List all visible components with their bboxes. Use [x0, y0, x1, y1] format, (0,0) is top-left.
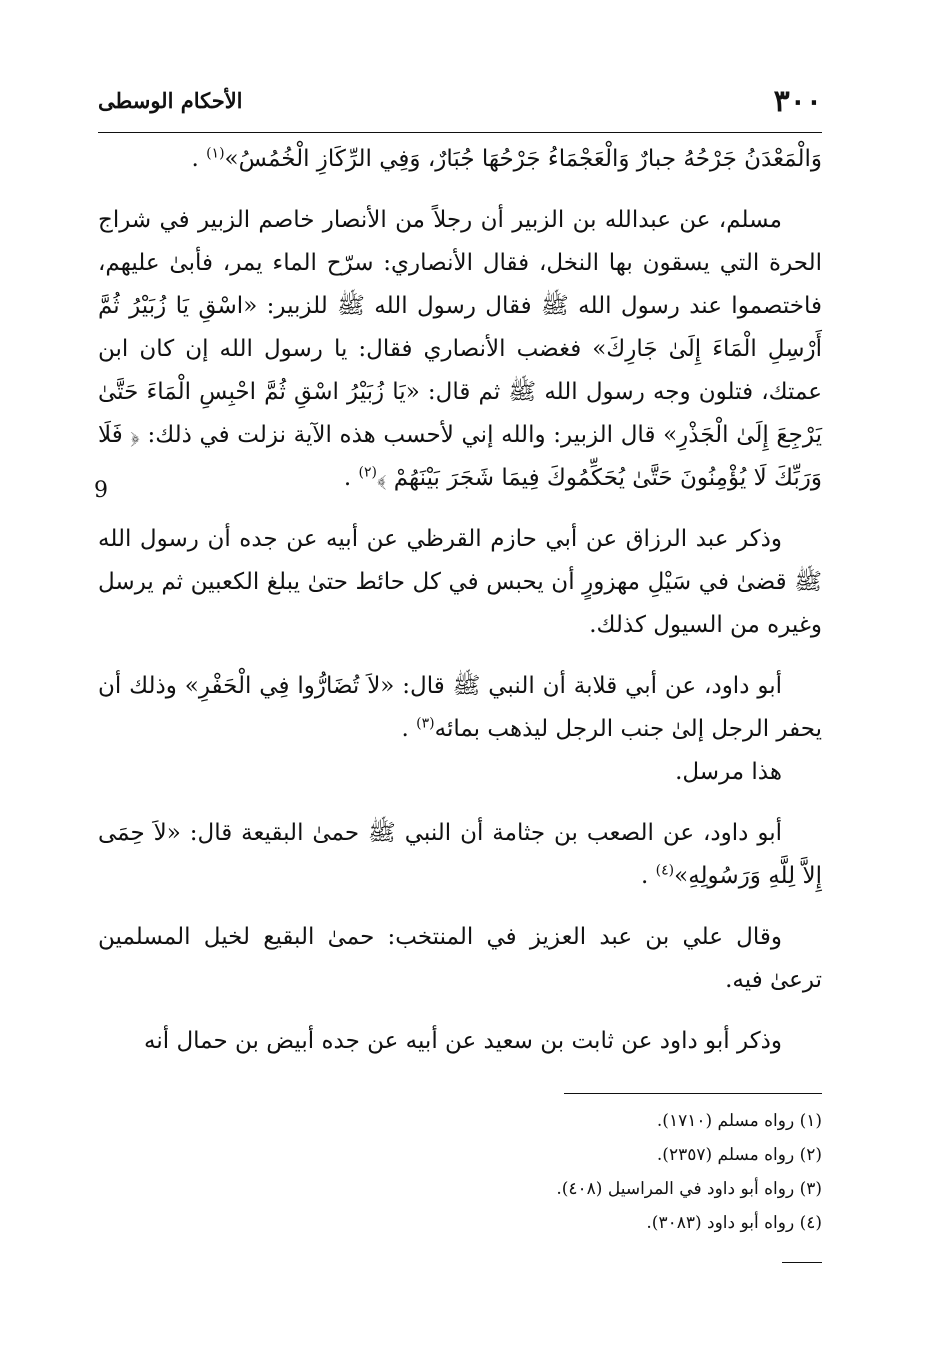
paragraph [98, 665, 822, 751]
footnote-ref: (٣) [416, 715, 435, 732]
paragraph-text: وذكر أبو داود عن ثابت بن سعيد عن أبيه عن جده أبيض بن حمال أنه [144, 1028, 782, 1054]
margin-mark: 9 [94, 478, 108, 503]
footnotes [400, 1104, 822, 1240]
footnote-ref: (٢) [358, 464, 377, 481]
running-title: الأحكام الوسطى [98, 88, 243, 113]
paragraph-text: وذكر عبد الرزاق عن أبي حازم القرظي عن أبيه عن جده أن رسول الله ﷺ قضىٰ في سَيْلِ مهزورٍ أن يحبس في كل حائط حتىٰ يبلغ الكعبين ثم يرسل وغيره من السيول كذلك. [98, 526, 822, 638]
paragraph-text: أبو داود، عن أبي قلابة أن النبي ﷺ قال: «لاَ تُضَارُّوا فِي الْحَفْرِ» وذلك أن يحفر الرجل إلىٰ جنب الرجل ليذهب بمائه [98, 673, 822, 742]
paragraph [98, 751, 822, 794]
page-number: ٣٠٠ [773, 84, 822, 119]
paragraph-end: . [401, 716, 409, 742]
paragraph-end: . [343, 465, 352, 491]
page-header [98, 82, 822, 130]
paragraph-end: . [641, 863, 649, 889]
paragraph [98, 1020, 822, 1063]
paragraph-text: هذا مرسل. [675, 759, 782, 785]
paragraph-text: وقال علي بن عبد العزيز في المنتخب: حمىٰ البقيع لخيل المسلمين ترعىٰ فيه. [98, 924, 822, 993]
paragraph [98, 916, 822, 1002]
bottom-rule [782, 1262, 822, 1263]
footnote: (٣) رواه أبو داود في المراسيل (٤٠٨). [556, 1179, 822, 1199]
paragraph [98, 199, 822, 500]
footnote: (٤) رواه أبو داود (٣٠٨٣). [646, 1213, 822, 1233]
main-text [98, 138, 822, 1063]
footnote: (٢) رواه مسلم (٢٣٥٧). [656, 1145, 822, 1165]
paragraph [98, 518, 822, 647]
footnote-ref: (٤) [655, 862, 675, 879]
paragraph [98, 138, 822, 181]
header-rule [98, 132, 822, 133]
footnote-ref: (١) [206, 145, 225, 162]
paragraph-text: وَالْمَعْدَنُ جَرْحُهُ جبارٌ وَالْعَجْمَاءُ جَرْحُهَا جُبَارٌ، وَفِي الرِّكَازِ الْخُمُسُ» [224, 146, 822, 172]
paragraph [98, 812, 822, 898]
paragraph-text: أبو داود، عن الصعب بن جثامة أن النبي ﷺ حمىٰ البقيعة قال: «لاَ حِمَى إِلاَّ لِلَّهِ وَرَسُولِهِ» [98, 820, 822, 889]
footnote-rule [564, 1093, 822, 1094]
paragraph-end: . [191, 146, 199, 172]
footnote: (١) رواه مسلم (١٧١٠). [656, 1111, 822, 1131]
paragraph-text: مسلم، عن عبدالله بن الزبير أن رجلاً من الأنصار خاصم الزبير في شراج الحرة التي يسقون بها النخل، فقال الأنصاري: سرّح الماء يمر، فأبىٰ عليهم، فاختصموا عند رسول الله ﷺ فقال رسول الله ﷺ للزبير: «اسْقِ يَا زُبَيْرُ ثُمَّ أَرْسِلِ الْمَاءَ إِلَىٰ جَارِكَ» فغضب الأنصاري فقال: يا رسول الله إن كان ابن عمتك، فتلون وجه رسول الله ﷺ ثم قال: «يَا زُبَيْرُ اسْقِ ثُمَّ احْبِسِ الْمَاءَ حَتَّىٰ يَرْجِعَ إِلَىٰ الْجَذْرِ» قال الزبير: والله إني لأحسب هذه الآية نزلت في ذلك: ﴿ فَلَا وَرَبِّكَ لَا يُؤْمِنُونَ حَتَّىٰ يُحَكِّمُوكَ فِيمَا شَجَرَ بَيْنَهُمْ ﴾ [98, 207, 822, 491]
